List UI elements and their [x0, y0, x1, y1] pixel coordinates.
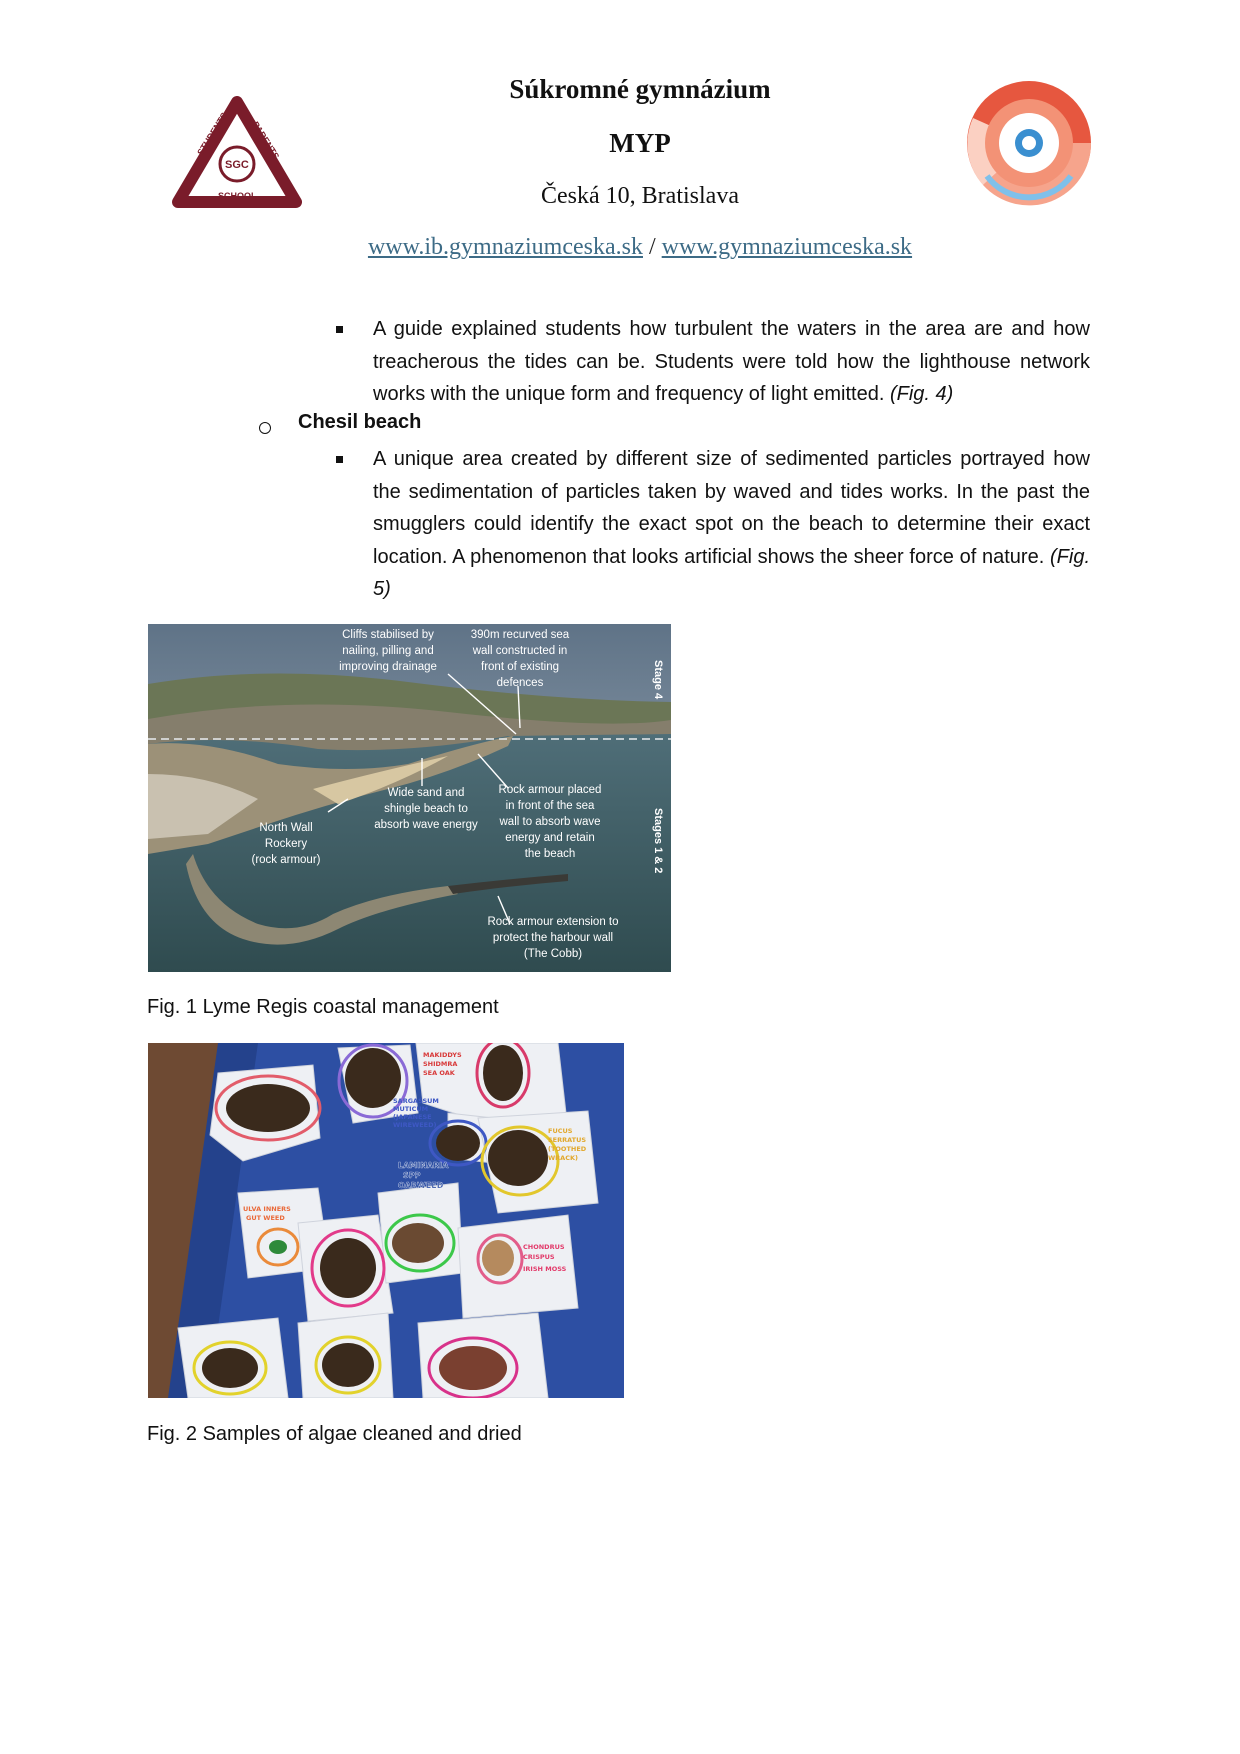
figure-2-caption: Fig. 2 Samples of algae cleaned and dried — [147, 1423, 522, 1445]
label-extension: Rock armour extension to protect the harbour wall (The Cobb) — [487, 916, 619, 960]
circle-bullet-icon — [259, 422, 271, 434]
label-north-wall: North Wall Rockery (rock armour) — [251, 822, 321, 866]
label-beach: Wide sand and shingle beach to absorb wave energy — [374, 787, 478, 831]
school-website-link[interactable]: www.gymnaziumceska.sk — [661, 234, 913, 260]
figure-reference: (Fig. 5) — [373, 545, 1090, 600]
logo-text-students: STUDENTS — [195, 110, 230, 158]
logo-text-parents: PARENTS — [250, 119, 282, 161]
label-sargassum: SARGASSUM MUTICUM (JAPANESE WIREWEED) — [393, 1097, 439, 1129]
school-address: Česká 10, Bratislava — [541, 183, 739, 209]
lighthouse-paragraph — [373, 313, 1090, 411]
chesil-beach-heading: Chesil beach — [298, 411, 422, 433]
sedimentation-paragraph — [373, 443, 1090, 606]
label-stage-4: Stage 4 — [652, 660, 664, 700]
paragraph-text: A guide explained students how turbulent the waters in the area are and how treacherous the tides can be. Students were told how the lighthouse network works with the unique form and frequency of light emitted. — [373, 318, 1090, 405]
ib-website-link[interactable]: www.ib.gymnaziumceska.sk — [367, 234, 643, 260]
label-cliffs: Cliffs stabilised by nailing, pilling and improving drainage — [339, 629, 437, 673]
school-name: Súkromné gymnázium — [509, 74, 771, 104]
label-ulva: ULVA INNERS GUT WEED — [243, 1205, 291, 1222]
label-seawall: 390m recurved sea wall constructed in front of existing defences — [470, 629, 570, 689]
logo-text-sgc: SGC — [225, 159, 249, 171]
logo-text-school: SCHOOL — [218, 191, 257, 201]
programme-title: MYP — [609, 128, 671, 158]
figure-1-caption: Fig. 1 Lyme Regis coastal management — [147, 996, 499, 1018]
paragraph-text: A unique area created by different size of sedimented particles portrayed how the sedimentation of particles taken by waved and tides works. In the past the smugglers could identify the exact spot on the beach to determine their exact location. A phenomenon that looks artificial shows the sheer force of nature. — [373, 448, 1090, 568]
square-bullet-icon — [336, 456, 343, 463]
label-stages-1-2: Stages 1 & 2 — [652, 808, 664, 874]
figure-reference: (Fig. 4) — [889, 383, 954, 405]
label-rock-armour: Rock armour placed in front of the sea wall to absorb wave energy and retain the beach — [498, 784, 602, 860]
lyme-regis-aerial-photo — [148, 624, 671, 972]
link-separator: / — [643, 234, 662, 260]
square-bullet-icon — [336, 326, 343, 333]
label-fucus: FUCUS SERRATUS (TOOTHED WRACK) — [548, 1127, 587, 1162]
algae-samples-photo — [148, 1043, 624, 1398]
label-chondrus: CHONDRUS CRISPUS IRISH MOSS — [523, 1243, 567, 1273]
website-links — [0, 234, 1240, 261]
label-sea-oak: MAKIDDYS SHIDMRA SEA OAK — [423, 1051, 462, 1077]
label-laminaria: LAMINARIA SPP OARWEED — [398, 1161, 449, 1190]
